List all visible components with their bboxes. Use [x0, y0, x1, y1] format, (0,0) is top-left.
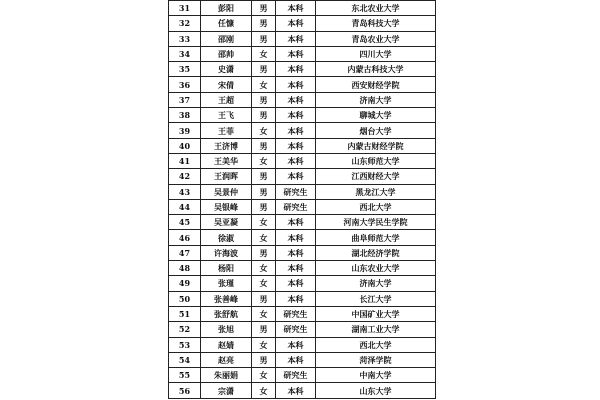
school-name-cell: 中南大学 [316, 368, 436, 383]
gender-cell: 女 [252, 215, 276, 230]
row-number-cell: 55 [169, 368, 201, 383]
table-row [169, 153, 436, 168]
gender-cell: 男 [252, 199, 276, 214]
school-name-cell: 山东农业大学 [316, 261, 436, 276]
row-number-cell: 31 [169, 1, 201, 16]
education-level-cell: 本科 [276, 1, 316, 16]
person-name-cell: 张旭 [201, 322, 252, 337]
school-name-cell: 河南大学民生学院 [316, 215, 436, 230]
gender-cell: 女 [252, 383, 276, 398]
table-row [169, 276, 436, 291]
table-row [169, 138, 436, 153]
person-name-cell: 彭阳 [201, 1, 252, 16]
education-level-cell: 本科 [276, 337, 316, 352]
school-name-cell: 青岛科技大学 [316, 16, 436, 31]
row-number-cell: 44 [169, 199, 201, 214]
school-name-cell: 山东大学 [316, 383, 436, 398]
gender-cell: 女 [252, 77, 276, 92]
row-number-cell: 41 [169, 153, 201, 168]
person-name-cell: 邵帅 [201, 46, 252, 61]
table-row [169, 368, 436, 383]
person-name-cell: 王菲 [201, 123, 252, 138]
table-row [169, 108, 436, 123]
gender-cell: 男 [252, 169, 276, 184]
table-row [169, 62, 436, 77]
table-row [169, 1, 436, 16]
roster-table [168, 0, 436, 399]
school-name-cell: 聊城大学 [316, 108, 436, 123]
table-row [169, 77, 436, 92]
table-row [169, 46, 436, 61]
gender-cell: 男 [252, 352, 276, 367]
row-number-cell: 56 [169, 383, 201, 398]
table-row [169, 16, 436, 31]
row-number-cell: 32 [169, 16, 201, 31]
gender-cell: 女 [252, 230, 276, 245]
table-row [169, 184, 436, 199]
education-level-cell: 本科 [276, 62, 316, 77]
education-level-cell: 研究生 [276, 199, 316, 214]
education-level-cell: 本科 [276, 31, 316, 46]
table-row [169, 337, 436, 352]
person-name-cell: 许海波 [201, 245, 252, 260]
gender-cell: 男 [252, 16, 276, 31]
gender-cell: 男 [252, 31, 276, 46]
table-row [169, 199, 436, 214]
person-name-cell: 王美华 [201, 153, 252, 168]
person-name-cell: 任慷 [201, 16, 252, 31]
gender-cell: 女 [252, 123, 276, 138]
table-row [169, 123, 436, 138]
school-name-cell: 黑龙江大学 [316, 184, 436, 199]
school-name-cell: 曲阜师范大学 [316, 230, 436, 245]
person-name-cell: 杨阳 [201, 261, 252, 276]
table-row [169, 230, 436, 245]
school-name-cell: 山东师范大学 [316, 153, 436, 168]
education-level-cell: 本科 [276, 77, 316, 92]
person-name-cell: 吴银峰 [201, 199, 252, 214]
person-name-cell: 史潇 [201, 62, 252, 77]
school-name-cell: 济南大学 [316, 276, 436, 291]
education-level-cell: 研究生 [276, 184, 316, 199]
row-number-cell: 45 [169, 215, 201, 230]
person-name-cell: 赵亮 [201, 352, 252, 367]
person-name-cell: 王飞 [201, 108, 252, 123]
person-name-cell: 王济博 [201, 138, 252, 153]
education-level-cell: 本科 [276, 123, 316, 138]
education-level-cell: 研究生 [276, 306, 316, 321]
gender-cell: 女 [252, 368, 276, 383]
row-number-cell: 37 [169, 92, 201, 107]
school-name-cell: 四川大学 [316, 46, 436, 61]
school-name-cell: 湖北经济学院 [316, 245, 436, 260]
school-name-cell: 内蒙古财经学院 [316, 138, 436, 153]
school-name-cell: 西安财经学院 [316, 77, 436, 92]
education-level-cell: 本科 [276, 108, 316, 123]
row-number-cell: 54 [169, 352, 201, 367]
table-row [169, 215, 436, 230]
person-name-cell: 吴景仲 [201, 184, 252, 199]
row-number-cell: 33 [169, 31, 201, 46]
education-level-cell: 本科 [276, 230, 316, 245]
gender-cell: 女 [252, 261, 276, 276]
gender-cell: 男 [252, 322, 276, 337]
person-name-cell: 宋倩 [201, 77, 252, 92]
education-level-cell: 本科 [276, 215, 316, 230]
row-number-cell: 34 [169, 46, 201, 61]
person-name-cell: 邵刚 [201, 31, 252, 46]
row-number-cell: 52 [169, 322, 201, 337]
school-name-cell: 青岛农业大学 [316, 31, 436, 46]
school-name-cell: 东北农业大学 [316, 1, 436, 16]
gender-cell: 男 [252, 62, 276, 77]
person-name-cell: 宗潇 [201, 383, 252, 398]
gender-cell: 女 [252, 46, 276, 61]
row-number-cell: 39 [169, 123, 201, 138]
gender-cell: 男 [252, 184, 276, 199]
school-name-cell: 济南大学 [316, 92, 436, 107]
education-level-cell: 本科 [276, 16, 316, 31]
education-level-cell: 本科 [276, 383, 316, 398]
education-level-cell: 本科 [276, 153, 316, 168]
school-name-cell: 菏泽学院 [316, 352, 436, 367]
person-name-cell: 朱丽娟 [201, 368, 252, 383]
row-number-cell: 50 [169, 291, 201, 306]
school-name-cell: 西北大学 [316, 337, 436, 352]
row-number-cell: 49 [169, 276, 201, 291]
roster-table-body [169, 1, 436, 399]
school-name-cell: 西北大学 [316, 199, 436, 214]
table-row [169, 322, 436, 337]
education-level-cell: 本科 [276, 245, 316, 260]
person-name-cell: 徐淑 [201, 230, 252, 245]
gender-cell: 男 [252, 92, 276, 107]
gender-cell: 男 [252, 108, 276, 123]
person-name-cell: 张舒航 [201, 306, 252, 321]
person-name-cell: 赵婧 [201, 337, 252, 352]
row-number-cell: 53 [169, 337, 201, 352]
education-level-cell: 研究生 [276, 322, 316, 337]
person-name-cell: 张善峰 [201, 291, 252, 306]
gender-cell: 男 [252, 138, 276, 153]
gender-cell: 女 [252, 153, 276, 168]
school-name-cell: 江西财经大学 [316, 169, 436, 184]
row-number-cell: 40 [169, 138, 201, 153]
education-level-cell: 研究生 [276, 368, 316, 383]
person-name-cell: 张瑾 [201, 276, 252, 291]
table-row [169, 383, 436, 398]
row-number-cell: 35 [169, 62, 201, 77]
gender-cell: 女 [252, 337, 276, 352]
table-row [169, 245, 436, 260]
table-row [169, 169, 436, 184]
education-level-cell: 本科 [276, 276, 316, 291]
education-level-cell: 本科 [276, 261, 316, 276]
gender-cell: 女 [252, 306, 276, 321]
row-number-cell: 46 [169, 230, 201, 245]
education-level-cell: 本科 [276, 46, 316, 61]
gender-cell: 男 [252, 245, 276, 260]
school-name-cell: 中国矿业大学 [316, 306, 436, 321]
row-number-cell: 42 [169, 169, 201, 184]
row-number-cell: 43 [169, 184, 201, 199]
row-number-cell: 38 [169, 108, 201, 123]
table-row [169, 352, 436, 367]
person-name-cell: 王润晖 [201, 169, 252, 184]
gender-cell: 男 [252, 1, 276, 16]
gender-cell: 女 [252, 276, 276, 291]
table-row [169, 306, 436, 321]
person-name-cell: 王超 [201, 92, 252, 107]
row-number-cell: 47 [169, 245, 201, 260]
education-level-cell: 本科 [276, 138, 316, 153]
education-level-cell: 本科 [276, 352, 316, 367]
education-level-cell: 本科 [276, 291, 316, 306]
gender-cell: 男 [252, 291, 276, 306]
school-name-cell: 湖南工业大学 [316, 322, 436, 337]
table-row [169, 31, 436, 46]
row-number-cell: 36 [169, 77, 201, 92]
school-name-cell: 烟台大学 [316, 123, 436, 138]
table-row [169, 291, 436, 306]
education-level-cell: 本科 [276, 169, 316, 184]
row-number-cell: 48 [169, 261, 201, 276]
person-name-cell: 吴亚凝 [201, 215, 252, 230]
table-row [169, 92, 436, 107]
school-name-cell: 长江大学 [316, 291, 436, 306]
school-name-cell: 内蒙古科技大学 [316, 62, 436, 77]
table-row [169, 261, 436, 276]
row-number-cell: 51 [169, 306, 201, 321]
education-level-cell: 本科 [276, 92, 316, 107]
